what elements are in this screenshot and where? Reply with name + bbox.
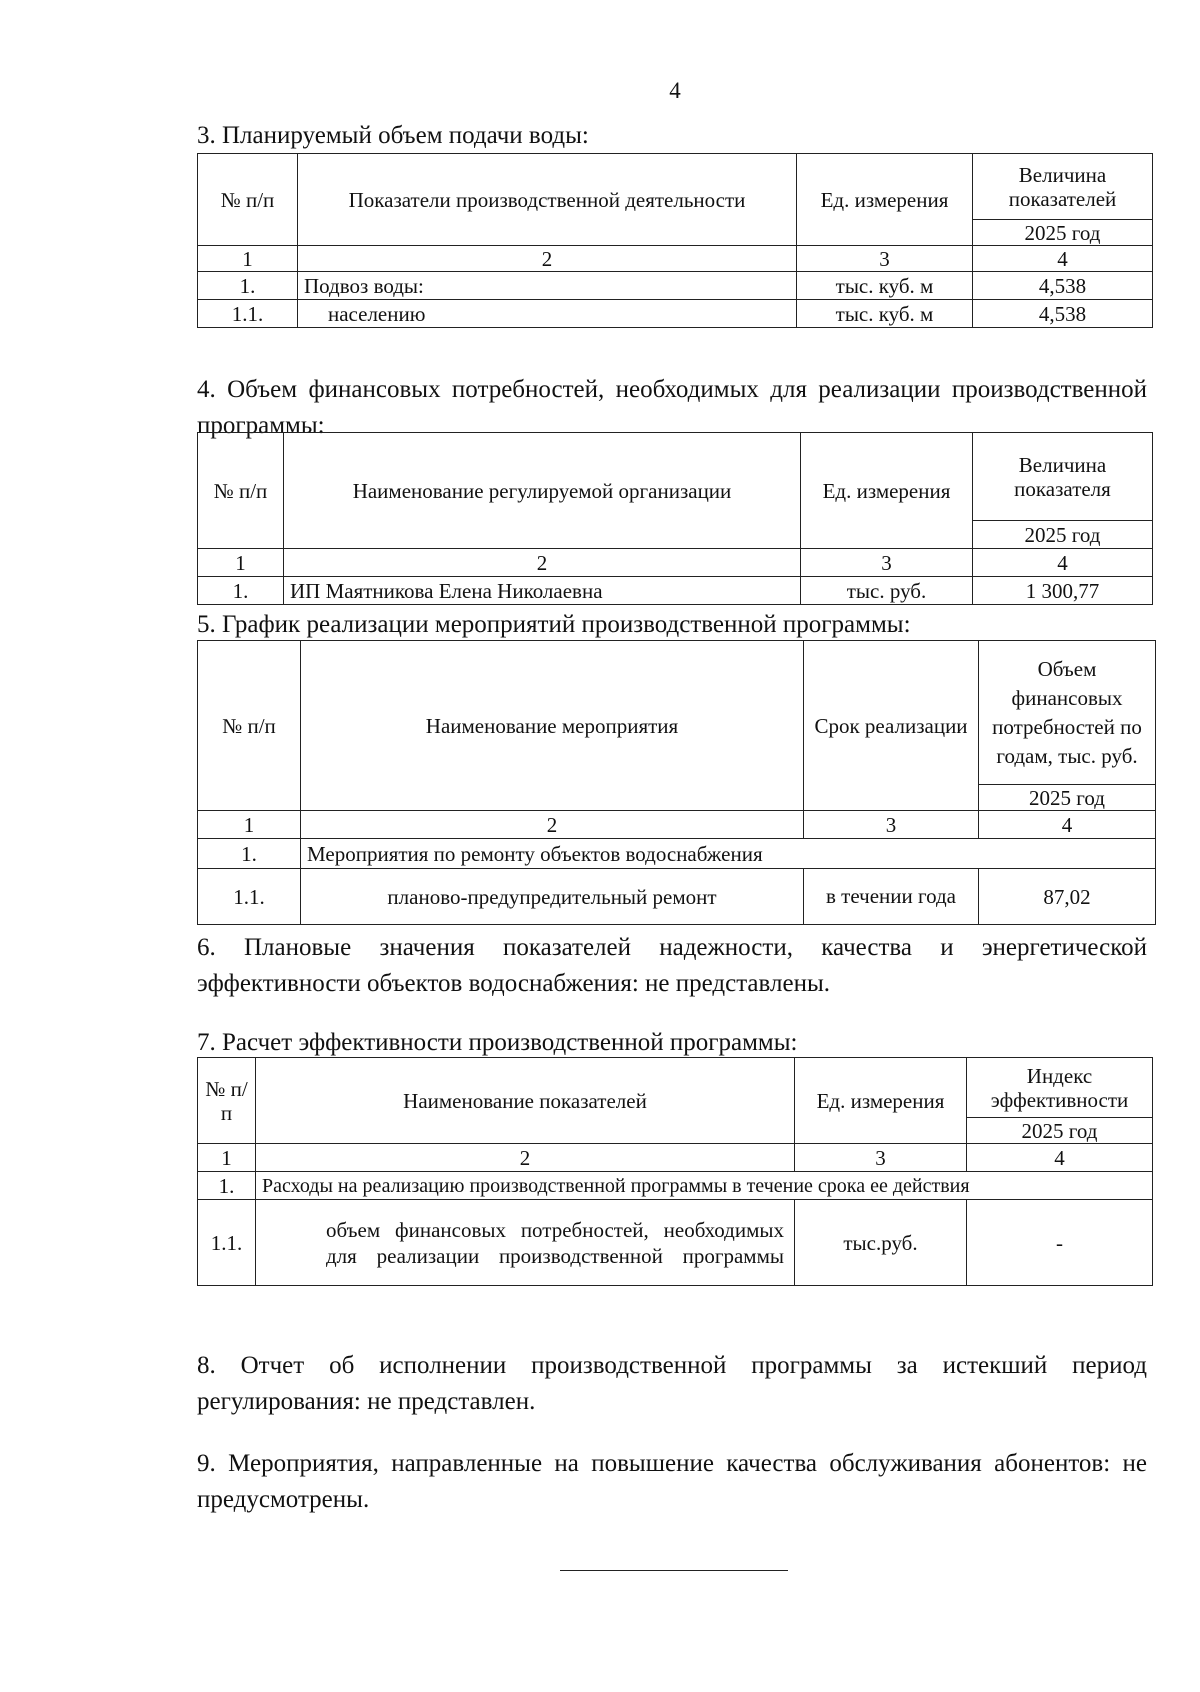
efficiency-table — [197, 1057, 1153, 1286]
schedule-table — [197, 640, 1156, 925]
row-value: 1 300,77 — [973, 577, 1153, 605]
row-num: 1.1. — [198, 869, 301, 925]
row-unit: тыс. руб. — [801, 577, 973, 605]
table-header-row — [198, 1058, 1153, 1118]
row-term: в течении года — [804, 869, 979, 925]
row-num: 1.1. — [198, 300, 298, 328]
end-divider — [560, 1570, 788, 1571]
header-unit: Ед. измерения — [801, 433, 973, 549]
section-3-title: 3. Планируемый объем подачи воды: — [197, 122, 589, 149]
header-unit: Ед. измерения — [795, 1058, 967, 1144]
row-indicator: Подвоз воды: — [298, 272, 797, 300]
table-row — [198, 272, 1153, 300]
row-indicator: объем финансовых потребностей, необходимых для реализации производственной программы — [256, 1200, 795, 1286]
financial-needs-table — [197, 432, 1153, 605]
header-event: Наименование мероприятия — [301, 641, 804, 811]
row-organization: ИП Маятникова Елена Николаевна — [284, 577, 801, 605]
header-year: 2025 год — [979, 785, 1156, 811]
header-value: Индекс эффективности — [967, 1058, 1153, 1118]
row-event: планово-предупредительный ремонт — [301, 869, 804, 925]
col-number: 3 — [804, 811, 979, 839]
col-number: 2 — [298, 246, 797, 272]
section-4-title: 4. Объем финансовых потребностей, необходимых для реализации производственной программы: — [197, 376, 1147, 439]
col-number: 3 — [801, 549, 973, 577]
col-number: 2 — [256, 1144, 795, 1172]
table-header-row — [198, 154, 1153, 220]
header-num: № п/п — [198, 433, 284, 549]
column-numbers-row — [198, 246, 1153, 272]
section-6-text: 6. Плановые значения показателей надежности, качества и энергетической эффективности объектов водоснабжения: не представлены. — [197, 934, 1147, 997]
row-value: 87,02 — [979, 869, 1156, 925]
group-row — [198, 1172, 1153, 1200]
row-value: 4,538 — [973, 300, 1153, 328]
col-number: 4 — [979, 811, 1156, 839]
header-indicators: Наименование показателей — [256, 1058, 795, 1144]
row-unit: тыс.руб. — [795, 1200, 967, 1286]
group-num: 1. — [198, 1172, 256, 1200]
header-num: № п/п — [198, 641, 301, 811]
column-numbers-row — [198, 549, 1153, 577]
col-number: 1 — [198, 549, 284, 577]
col-number: 4 — [973, 246, 1153, 272]
col-number: 2 — [301, 811, 804, 839]
table-row — [198, 1200, 1153, 1286]
table-row — [198, 869, 1156, 925]
section-9-text: 9. Мероприятия, направленные на повышение качества обслуживания абонентов: не предусмотрены. — [197, 1450, 1147, 1513]
table-row — [198, 300, 1153, 328]
section-5-title: 5. График реализации мероприятий производственной программы: — [197, 611, 911, 638]
section-7-title: 7. Расчет эффективности производственной программы: — [197, 1029, 798, 1056]
row-value: 4,538 — [973, 272, 1153, 300]
header-term: Срок реализации — [804, 641, 979, 811]
group-row — [198, 839, 1156, 869]
col-number: 1 — [198, 811, 301, 839]
header-num: № п/п — [198, 154, 298, 246]
col-number: 1 — [198, 246, 298, 272]
col-number: 1 — [198, 1144, 256, 1172]
water-supply-table — [197, 153, 1153, 328]
col-number: 4 — [973, 549, 1153, 577]
header-indicator: Показатели производственной деятельности — [298, 154, 797, 246]
row-num: 1. — [198, 577, 284, 605]
col-number: 2 — [284, 549, 801, 577]
row-indicator: населению — [298, 300, 797, 328]
table-header-row — [198, 433, 1153, 521]
row-value: - — [967, 1200, 1153, 1286]
section-8-text: 8. Отчет об исполнении производственной программы за истекший период регулирования: не представлен. — [197, 1352, 1147, 1415]
group-num: 1. — [198, 839, 301, 869]
col-number: 3 — [795, 1144, 967, 1172]
header-num: № п/п — [198, 1058, 256, 1144]
row-num: 1.1. — [198, 1200, 256, 1286]
row-num: 1. — [198, 272, 298, 300]
col-number: 4 — [967, 1144, 1153, 1172]
header-unit: Ед. измерения — [797, 154, 973, 246]
header-year: 2025 год — [973, 521, 1153, 549]
header-value: Величина показателей — [973, 154, 1153, 220]
header-year: 2025 год — [967, 1118, 1153, 1144]
col-number: 3 — [797, 246, 973, 272]
row-unit: тыс. куб. м — [797, 300, 973, 328]
column-numbers-row — [198, 811, 1156, 839]
header-value: Величина показателя — [973, 433, 1153, 521]
header-organization: Наименование регулируемой организации — [284, 433, 801, 549]
column-numbers-row — [198, 1144, 1153, 1172]
row-unit: тыс. куб. м — [797, 272, 973, 300]
header-value: Объем финансовых потребностей по годам, тыс. руб. — [979, 641, 1156, 785]
table-header-row — [198, 641, 1156, 785]
group-name: Расходы на реализацию производственной программы в течение срока ее действия — [256, 1172, 1153, 1200]
table-row — [198, 577, 1153, 605]
header-year: 2025 год — [973, 220, 1153, 246]
group-name: Мероприятия по ремонту объектов водоснабжения — [301, 839, 1156, 869]
page-number: 4 — [669, 78, 681, 103]
